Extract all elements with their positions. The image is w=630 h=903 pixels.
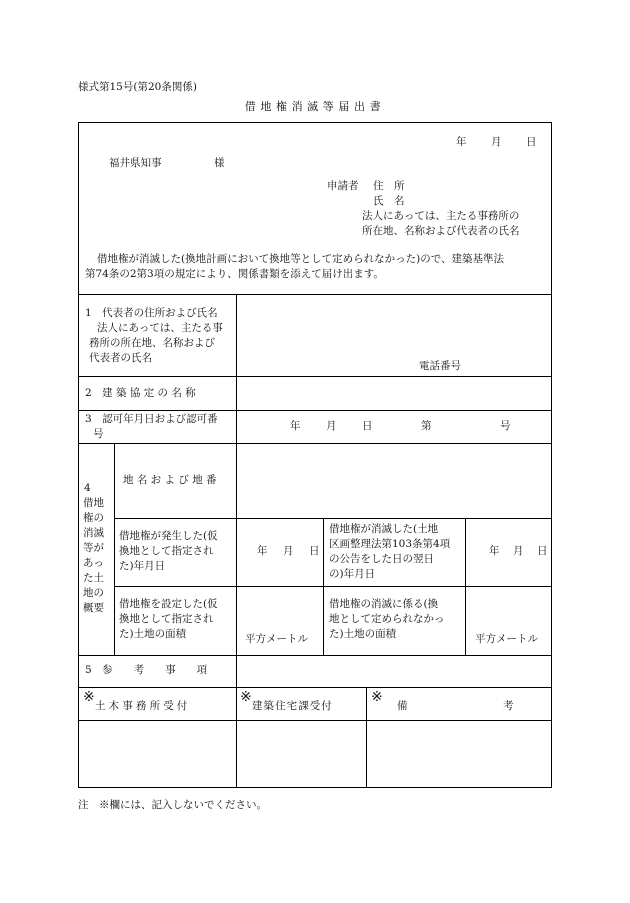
lease-start-year: 年 [257, 545, 268, 557]
land-section-label: 権の [83, 512, 104, 524]
land-section-label: 等が [83, 542, 104, 554]
extinct-area-label: 地として定められなかっ [329, 613, 445, 625]
lease-start-label: 換地として指定され [119, 545, 214, 557]
extinct-area-unit: 平方メートル [475, 633, 538, 645]
land-section-label: た土 [83, 572, 104, 584]
permit-label: 3 認可年月日および認可番 [85, 413, 218, 425]
addressee: 福井県知事 [109, 157, 162, 169]
permit-label: 号 [93, 428, 104, 440]
statement-text: 第74条の2第3項の規定により、関係書類を添えて届け出ます。 [85, 268, 384, 280]
lease-start-label: 借地権が発生した(仮 [119, 530, 218, 542]
remarks-label: 5 参 考 事 項 [85, 664, 208, 676]
footer-note: 注 ※欄には、記入しないでください。 [78, 799, 267, 811]
land-section-label: あっ [83, 557, 104, 569]
divider [236, 443, 237, 518]
divider [114, 586, 551, 587]
lease-end-day: 日 [537, 545, 548, 557]
lease-end-month: 月 [513, 545, 524, 557]
permit-year: 年 [290, 420, 301, 432]
date-month: 月 [491, 136, 502, 148]
divider [366, 687, 367, 788]
notes-label: 備 [397, 700, 408, 712]
lease-start-label: た)年月日 [119, 560, 166, 572]
lease-end-label: の)年月日 [329, 568, 376, 580]
lease-area-label: 借地権を設定した(仮 [119, 598, 218, 610]
divider [79, 687, 551, 688]
asterisk-mark: ※ [371, 689, 383, 705]
divider [79, 720, 551, 721]
statement-text: 借地権が消滅した(換地計画において換地等として定められなかった)ので、建築基準法 [97, 253, 504, 265]
address-label: 住 所 [373, 180, 405, 192]
extinct-area-label: た)土地の面積 [329, 628, 397, 640]
representative-label: 1 代表者の住所および氏名 [85, 307, 218, 319]
permit-month: 月 [326, 420, 337, 432]
divider [79, 410, 551, 411]
document-title: 借地権消滅等届出書 [244, 100, 386, 113]
lease-end-label: 区画整理法第103条第4項 [329, 538, 451, 550]
divider [236, 655, 237, 687]
permit-day: 日 [362, 420, 373, 432]
divider [114, 518, 551, 519]
lease-area-unit: 平方メートル [245, 633, 308, 645]
building-section-label: 建築住宅課受付 [252, 700, 333, 712]
name-label: 氏 名 [373, 195, 405, 207]
land-section-number: 4 [84, 482, 91, 494]
divider [114, 443, 115, 655]
divider [323, 518, 324, 655]
representative-label: 務所の所在地、名称および [89, 337, 215, 349]
form-number: 様式第15号(第20条関係) [78, 81, 197, 93]
asterisk-mark: ※ [83, 689, 95, 705]
civil-office-label: 土木事務所受付 [95, 700, 191, 712]
divider [79, 655, 551, 656]
date-year: 年 [456, 136, 467, 148]
divider [79, 443, 551, 444]
honorific: 様 [214, 157, 225, 169]
land-section-label: 消滅 [83, 527, 104, 539]
representative-label: 代表者の氏名 [89, 352, 152, 364]
divider [79, 376, 551, 377]
form-frame [78, 122, 552, 788]
lease-end-label: の公告をした日の翌日 [329, 553, 434, 565]
permit-number-suffix: 号 [500, 420, 511, 432]
lease-area-label: 換地として指定され [119, 613, 214, 625]
phone-label: 電話番号 [419, 360, 461, 372]
land-location-label: 地 名 お よ び 地 番 [123, 474, 217, 486]
divider [236, 518, 237, 655]
lease-start-day: 日 [309, 545, 320, 557]
land-section-label: 概要 [83, 602, 104, 614]
asterisk-mark: ※ [240, 689, 252, 705]
lease-start-month: 月 [283, 545, 294, 557]
divider [236, 687, 237, 788]
corporate-note: 法人にあっては、主たる事務所の [362, 210, 520, 222]
lease-end-label: 借地権が消滅した(土地 [329, 523, 439, 535]
corporate-note: 所在地、名称および代表者の氏名 [362, 225, 520, 237]
lease-area-label: た)土地の面積 [119, 628, 187, 640]
divider [236, 294, 237, 443]
agreement-name-label: 2 建 築 協 定 の 名 称 [85, 387, 196, 399]
notes-label: 考 [503, 700, 514, 712]
extinct-area-label: 借地権の消滅に係る(換 [329, 598, 439, 610]
divider [79, 294, 551, 295]
applicant-label: 申請者 [327, 180, 359, 192]
representative-label: 法人にあっては、主たる事 [97, 322, 223, 334]
lease-end-year: 年 [489, 545, 500, 557]
land-section-label: 借地 [83, 497, 104, 509]
divider [465, 518, 466, 655]
land-section-label: 地の [83, 587, 104, 599]
date-day: 日 [526, 136, 537, 148]
permit-number-prefix: 第 [421, 420, 432, 432]
